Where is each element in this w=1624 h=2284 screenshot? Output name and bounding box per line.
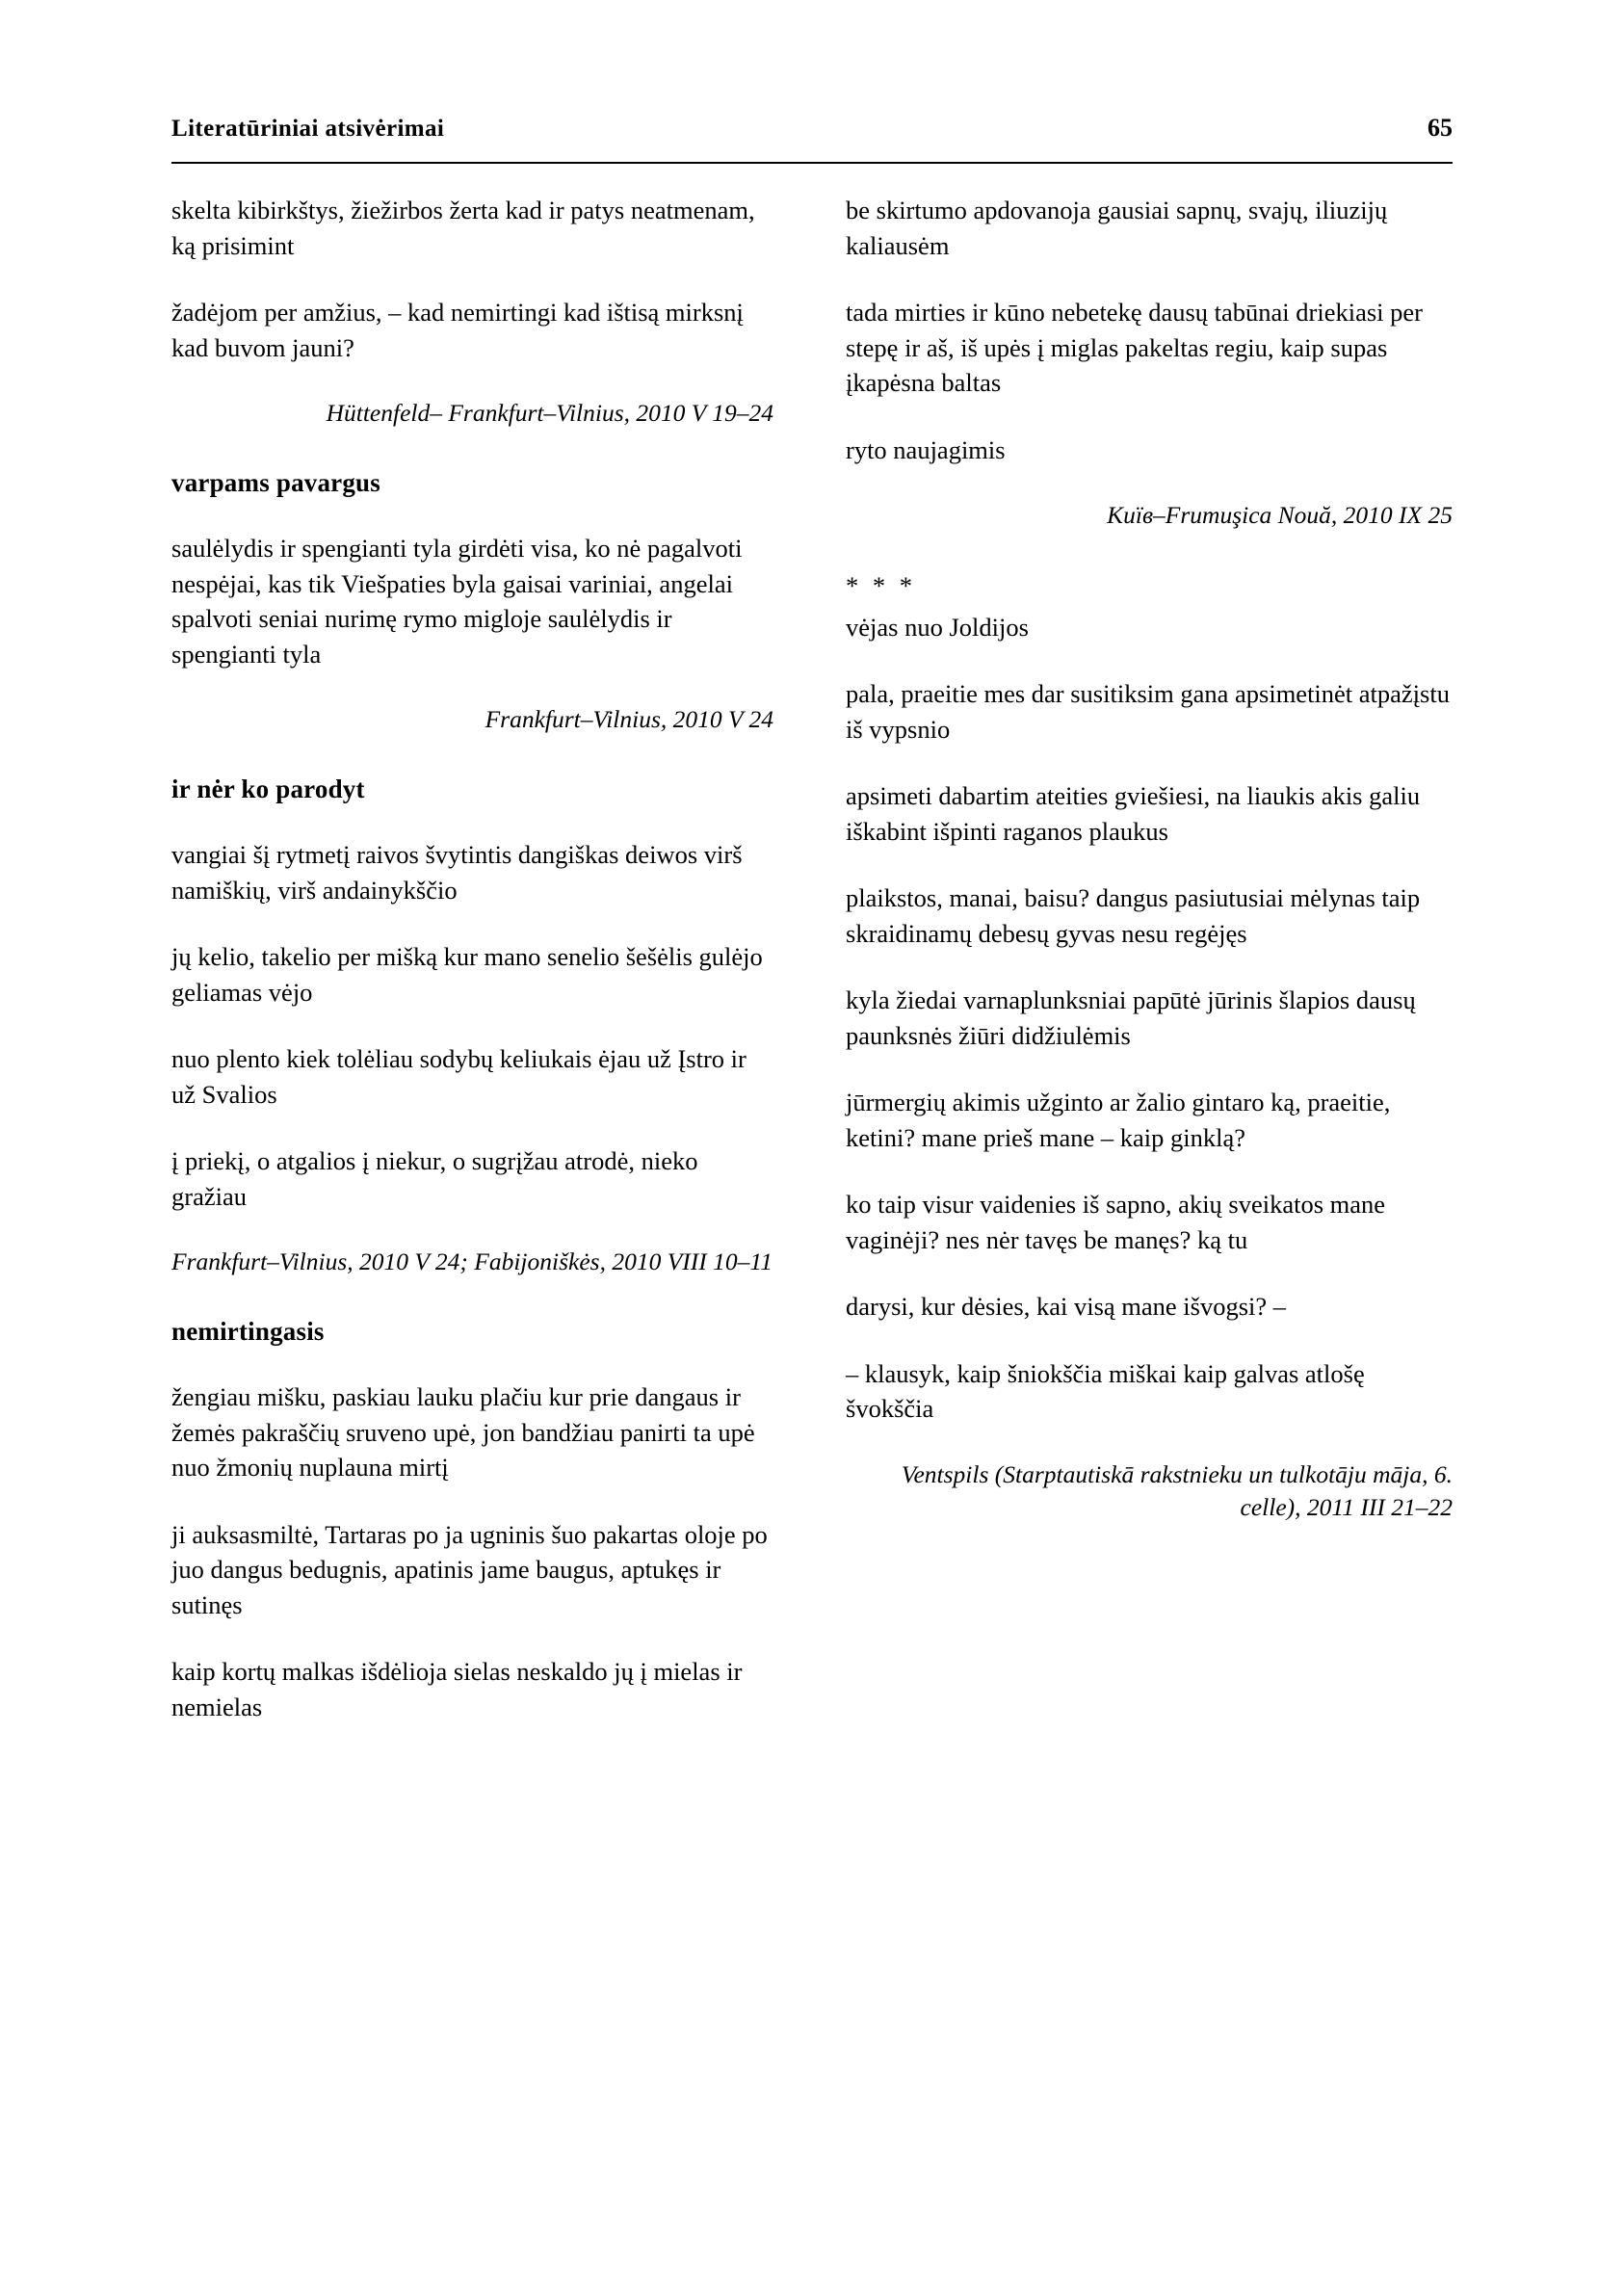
- stanza: jų kelio, takelio per mišką kur mano senelio šešėlis gulėjo geliamas vėjo: [171, 942, 763, 1007]
- header-divider: [171, 162, 1453, 164]
- place-date-line: Ventspils (Starptautiskā rakstnieku un tulkotāju māja, 6. celle), 2011 III 21–22: [901, 1459, 1453, 1521]
- running-title: Literatūriniai atsivėrimai: [171, 116, 445, 142]
- page-number: 65: [1428, 114, 1453, 142]
- stanza: ji auksasmiltė, Tartaras po ja ugninis šuo pakartas oloje po juo dangus bedugnis, apatinis jame baugus, aptukęs ir sutinęs: [171, 1519, 768, 1619]
- stanza: jūrmergių akimis užginto ar žalio gintaro ką, praeitie, ketini? mane prieš mane – kaip ginklą?: [846, 1088, 1391, 1152]
- two-column-body: [171, 193, 1453, 1756]
- stanza: kyla žiedai varnaplunksniai papūtė jūrinis šlapios dausų paunksnės žiūri didžiulėmis: [846, 985, 1416, 1050]
- section-separator-asterisks: * * *: [846, 571, 916, 600]
- stanza: tada mirties ir kūno nebetekę dausų tabūnai driekiasi per stepę ir aš, iš upės į miglas pakeltas regiu, kaip supas įkapėsna baltas: [846, 298, 1423, 397]
- page-header: [171, 114, 1453, 143]
- stanza: be skirtumo apdovanoja gausiai sapnų, svajų, iliuzijų kaliausėm: [846, 196, 1388, 260]
- place-date-line: Hüttenfeld– Frankfurt–Vilnius, 2010 V 19–24: [326, 399, 773, 427]
- place-date-line: Frankfurt–Vilnius, 2010 V 24: [485, 705, 773, 733]
- stanza: vėjas nuo Joldijos: [846, 612, 1029, 642]
- place-date-line: Kuïв–Frumuşica Nouă, 2010 IX 25: [1107, 501, 1453, 529]
- stanza: ko taip visur vaidenies iš sapno, akių sveikatos mane vaginėji? nes nėr tavęs be manęs? ką tu: [846, 1190, 1386, 1254]
- stanza: žengiau mišku, paskiau lauku plačiu kur prie dangaus ir žemės pakraščių sruveno upė, jon bandžiau panirti ta upė nuo žmonių nuplauna mirtį: [171, 1382, 755, 1482]
- stanza: plaikstos, manai, baisu? dangus pasiutusiai mėlynas taip skraidinamų debesų gyvas nesu regėjęs: [846, 883, 1421, 948]
- stanza: į priekį, o atgalios į niekur, o sugrįžau atrodė, nieko gražiau: [171, 1146, 698, 1211]
- stanza: vangiai šį rytmetį raivos švytintis dangiškas deiwos virš namiškių, virš andainykščio: [171, 840, 743, 905]
- stanza: skelta kibirkštys, žiežirbos žerta kad ir patys neatmenam, ką prisimint: [171, 196, 755, 260]
- stanza: žadėjom per amžius, – kad nemirtingi kad ištisą mirksnį kad buvom jauni?: [171, 298, 744, 362]
- stanza: darysi, kur dėsies, kai visą mane išvogsi? –: [846, 1292, 1287, 1321]
- poem-title: varpams pavargus: [171, 468, 380, 497]
- stanza: saulėlydis ir spengianti tyla girdėti visa, ko nė pagalvoti nespėjai, kas tik Viešpaties byla gaisai variniai, angelai spalvoti seniai nurimę rymo migloje saulėlydis ir spengianti tyla: [171, 534, 743, 669]
- right-column: [812, 193, 1453, 1756]
- stanza: ryto naujagimis: [846, 434, 1006, 464]
- stanza: apsimeti dabartim ateities gviešiesi, na liaukis akis galiu iškabint išpinti raganos plaukus: [846, 781, 1421, 846]
- stanza: pala, praeitie mes dar susitiksim gana apsimetinėt atpažįstu iš vypsnio: [846, 679, 1450, 744]
- stanza: kaip kortų malkas išdėlioja sielas neskaldo jų į mielas ir nemielas: [171, 1657, 743, 1721]
- place-date-line: Frankfurt–Vilnius, 2010 V 24; Fabijoniškės, 2010 VIII 10–11: [171, 1247, 773, 1275]
- stanza: nuo plento kiek tolėliau sodybų keliukais ėjau už Įstro ir už Svalios: [171, 1044, 747, 1109]
- stanza: – klausyk, kaip šniokščia miškai kaip galvas atlošę švokščia: [846, 1358, 1365, 1423]
- left-column: [171, 193, 812, 1756]
- poem-title: ir nėr ko parodyt: [171, 774, 365, 803]
- poem-title: nemirtingasis: [171, 1317, 325, 1346]
